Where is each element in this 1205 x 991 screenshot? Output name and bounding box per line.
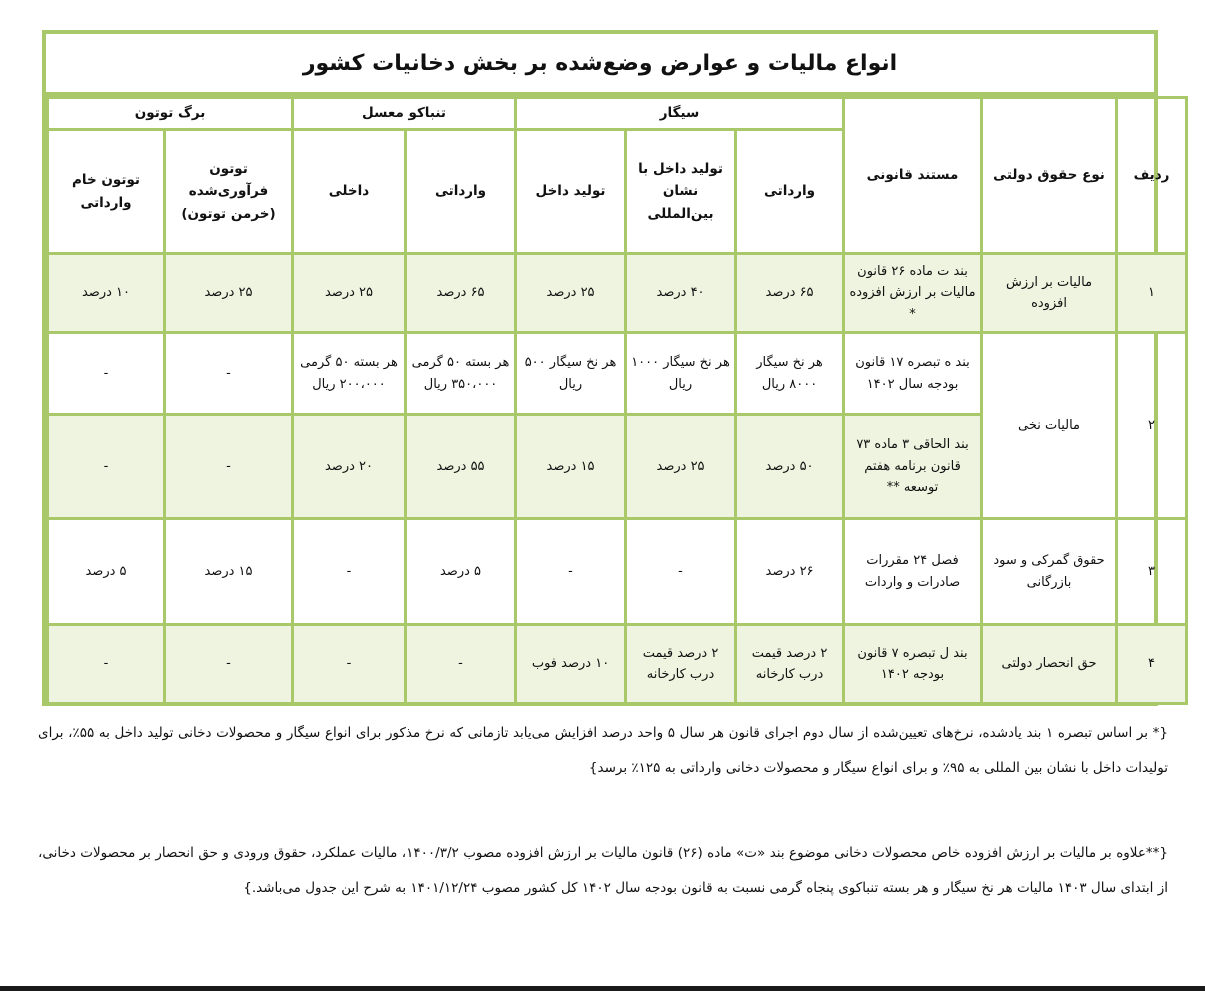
cell-leaf-processed: - <box>165 625 293 704</box>
footnote-1: {* بر اساس تبصره ۱ بند یادشده، نرخ‌های تعیین‌شده از سال دوم اجرای قانون هر سال ۵ واحد درصد افزایش می‌یابد تازمانی که نرخ مذکور برای انواع سیگار و محصولات دخانی تولید داخل به ۵۵٪، برای تولیدات داخل با نشان بین المللی به ۹۵٪ و برای انواع سیگار و محصولات دخانی وارداتی به ۱۲۵٪ برسد} <box>38 725 1168 777</box>
cell-leaf-processed: ۱۵ درصد <box>165 519 293 625</box>
header-cig-domestic-intl: تولید داخل با نشان بین‌المللی <box>626 130 736 254</box>
row-number: ۴ <box>1117 625 1187 704</box>
header-hookah-tobacco: تنباکو معسل <box>293 98 516 130</box>
cell-cig-domestic: هر نخ سیگار ۵۰۰ ریال <box>516 333 626 415</box>
cell-cig-domestic-intl: ۲۵ درصد <box>626 415 736 519</box>
header-row-number: ردیف <box>1117 98 1187 254</box>
cell-hookah-import: ۵۵ درصد <box>406 415 516 519</box>
page-divider <box>0 986 1205 991</box>
table-row <box>48 254 1187 333</box>
header-leaf-raw-import: توتون خام وارداتی <box>48 130 165 254</box>
cell-leaf-processed: ۲۵ درصد <box>165 254 293 333</box>
table-row <box>48 333 1187 415</box>
cell-hookah-domestic: ۲۵ درصد <box>293 254 406 333</box>
cell-cig-import: ۶۵ درصد <box>736 254 844 333</box>
header-row-groups <box>48 98 1187 130</box>
header-hookah-domestic: داخلی <box>293 130 406 254</box>
legal-basis: بند الحاقی ۳ ماده ۷۳ قانون برنامه هفتم توسعه ** <box>844 415 982 519</box>
cell-hookah-domestic: ۲۰ درصد <box>293 415 406 519</box>
footnote-2: {**علاوه بر مالیات بر ارزش افزوده خاص محصولات دخانی موضوع بند «ت» ماده (۲۶) قانون مالیات بر ارزش افزوده مصوب ۱۴۰۰/۳/۲، مالیات عملکرد، حقوق ورودی و حق انحصار بر محصولات دخانی، از ابتدای سال ۱۴۰۳ مالیات هر نخ سیگار و هر بسته تنباکوی پنجاه گرمی نسبت به قانون بودجه سال ۱۴۰۲ کل کشور مصوب ۱۴۰۱/۱۲/۲۴ به شرح این جدول می‌باشد.} <box>38 845 1169 897</box>
legal-basis: بند ه تبصره ۱۷ قانون بودجه سال ۱۴۰۲ <box>844 333 982 415</box>
cell-cig-import: ۲۶ درصد <box>736 519 844 625</box>
cell-cig-import: هر نخ سیگار ۸۰۰۰ ریال <box>736 333 844 415</box>
table-title: انواع مالیات و عوارض وضع‌شده بر بخش دخانیات کشور <box>46 34 1154 96</box>
cell-cig-import: ۲ درصد قیمت درب کارخانه <box>736 625 844 704</box>
cell-cig-domestic: ۱۰ درصد فوب <box>516 625 626 704</box>
cell-leaf-processed: - <box>165 415 293 519</box>
header-cig-import: وارداتی <box>736 130 844 254</box>
legal-basis: بند ل تبصره ۷ قانون بودجه ۱۴۰۲ <box>844 625 982 704</box>
row-number: ۱ <box>1117 254 1187 333</box>
legal-basis: بند ت ماده ۲۶ قانون مالیات بر ارزش افزوده * <box>844 254 982 333</box>
cell-cig-domestic-intl: - <box>626 519 736 625</box>
cell-leaf-raw-import: - <box>48 415 165 519</box>
header-levy-type: نوع حقوق دولتی <box>982 98 1117 254</box>
table-row <box>48 625 1187 704</box>
cell-leaf-raw-import: ۵ درصد <box>48 519 165 625</box>
cell-hookah-domestic: - <box>293 625 406 704</box>
cell-hookah-import: - <box>406 625 516 704</box>
cell-cig-domestic-intl: ۴۰ درصد <box>626 254 736 333</box>
tax-table-frame <box>42 30 1170 706</box>
levy-type: مالیات نخی <box>982 333 1117 519</box>
cell-hookah-import: هر بسته ۵۰ گرمی ۳۵۰،۰۰۰ ریال <box>406 333 516 415</box>
legal-basis: فصل ۲۴ مقررات صادرات و واردات <box>844 519 982 625</box>
table-row <box>48 519 1187 625</box>
cell-cig-domestic-intl: ۲ درصد قیمت درب کارخانه <box>626 625 736 704</box>
header-cigarette: سیگار <box>516 98 844 130</box>
header-cig-domestic: تولید داخل <box>516 130 626 254</box>
header-leaf-processed: توتون فرآوری‌شده (خرمن توتون) <box>165 130 293 254</box>
header-tobacco-leaf: برگ توتون <box>48 98 293 130</box>
row-number: ۲ <box>1117 333 1187 519</box>
levy-type: مالیات بر ارزش افزوده <box>982 254 1117 333</box>
cell-leaf-raw-import: - <box>48 333 165 415</box>
cell-cig-domestic-intl: هر نخ سیگار ۱۰۰۰ ریال <box>626 333 736 415</box>
tax-table <box>46 96 1188 705</box>
cell-hookah-import: ۵ درصد <box>406 519 516 625</box>
levy-type: حق انحصار دولتی <box>982 625 1117 704</box>
cell-cig-domestic: ۱۵ درصد <box>516 415 626 519</box>
row-number: ۳ <box>1117 519 1187 625</box>
cell-hookah-domestic: هر بسته ۵۰ گرمی ۲۰۰،۰۰۰ ریال <box>293 333 406 415</box>
cell-cig-domestic: ۲۵ درصد <box>516 254 626 333</box>
cell-cig-import: ۵۰ درصد <box>736 415 844 519</box>
header-legal-basis: مستند قانونی <box>844 98 982 254</box>
cell-hookah-import: ۶۵ درصد <box>406 254 516 333</box>
cell-cig-domestic: - <box>516 519 626 625</box>
header-hookah-import: وارداتی <box>406 130 516 254</box>
cell-leaf-processed: - <box>165 333 293 415</box>
levy-type: حقوق گمرکی و سود بازرگانی <box>982 519 1117 625</box>
cell-leaf-raw-import: ۱۰ درصد <box>48 254 165 333</box>
cell-hookah-domestic: - <box>293 519 406 625</box>
cell-leaf-raw-import: - <box>48 625 165 704</box>
